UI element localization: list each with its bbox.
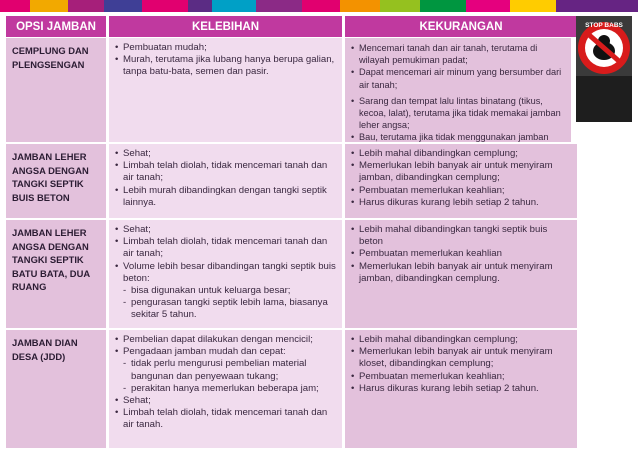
sub-item: - pengurasan tangki septik lebih lama, biasanya sekitar 5 tahun. xyxy=(115,297,336,321)
list-item: • Sehat; xyxy=(115,224,336,236)
advantages-cell xyxy=(109,330,342,448)
badge-text: STOP BABS xyxy=(585,22,623,29)
stripe-segment xyxy=(68,0,104,12)
advantages-cell xyxy=(109,144,342,218)
header-option: OPSI JAMBAN xyxy=(6,16,106,37)
sub-item: - perakitan hanya memerlukan beberapa jam; xyxy=(115,383,336,395)
option-name: JAMBAN LEHER ANGSA DENGAN TANGKI SEPTIK BUIS BETON xyxy=(6,144,106,218)
stripe-segment xyxy=(466,0,510,12)
list-item: • Memerlukan lebih banyak air untuk menyiram jamban, dibandingkan cemplung; xyxy=(351,160,571,184)
option-name: CEMPLUNG DAN PLENGSENGAN xyxy=(6,38,106,142)
bullet-list xyxy=(351,334,571,395)
list-item: • Sarang dan tempat lalu lintas binatang (tikus, kecoa, lalat), terutama jika tidak memakai jamban leher angsa; xyxy=(351,95,565,132)
list-item: • Lebih murah dibandingkan dengan tangki septik lainnya. xyxy=(115,185,336,209)
list-item: • Limbah telah diolah, tidak mencemari tanah dan air tanah; xyxy=(115,236,336,260)
bullet-list xyxy=(115,148,336,209)
stripe-segment xyxy=(30,0,68,12)
stripe-segment xyxy=(212,0,256,12)
advantages-cell xyxy=(109,220,342,328)
disadvantages-cell xyxy=(345,144,577,218)
no-open-defecation-icon xyxy=(576,16,632,122)
advantages-cell xyxy=(109,38,342,142)
option-name: JAMBAN DIAN DESA (JDD) xyxy=(6,330,106,448)
header-disadvantages: KEKURANGAN xyxy=(345,16,577,37)
disadvantages-cell xyxy=(345,38,571,142)
top-color-stripes xyxy=(0,0,638,12)
header-advantages: KELEBIHAN xyxy=(109,16,342,37)
disadvantages-cell xyxy=(345,220,577,328)
list-item: • Memerlukan lebih banyak air untuk menyiram kloset, dibandingkan cemplung; xyxy=(351,346,571,370)
list-item: • Sehat; xyxy=(115,395,336,407)
stop-babs-badge xyxy=(576,16,632,122)
stripe-segment xyxy=(420,0,466,12)
list-item: • Pembuatan mudah; xyxy=(115,42,336,54)
stripe-segment xyxy=(510,0,556,12)
list-item: • Lebih mahal dibandingkan cemplung; xyxy=(351,148,571,160)
bullet-list xyxy=(351,42,565,142)
list-item: • Pembuatan memerlukan keahlian; xyxy=(351,185,571,197)
stripe-segment xyxy=(0,0,30,12)
list-item: • Limbah telah diolah, tidak mencemari tanah dan air tanah. xyxy=(115,407,336,431)
list-item: • Mencemari tanah dan air tanah, terutama di wilayah pemukiman padat; xyxy=(351,42,565,66)
list-item: • Pembelian dapat dilakukan dengan mencicil; xyxy=(115,334,336,346)
list-item: • Pembuatan memerlukan keahlian xyxy=(351,248,571,260)
bullet-list xyxy=(115,224,336,322)
stripe-segment xyxy=(142,0,188,12)
list-item: • Harus dikuras kurang lebih setiap 2 tahun. xyxy=(351,197,571,209)
sub-item: - bisa digunakan untuk keluarga besar; xyxy=(115,285,336,297)
list-item: • Harus dikuras kurang lebih setiap 2 tahun. xyxy=(351,383,571,395)
list-item: • Limbah telah diolah, tidak mencemari tanah dan air tanah; xyxy=(115,160,336,184)
list-item: • Lebih mahal dibandingkan tangki septik buis beton xyxy=(351,224,571,248)
list-item: • Bau, terutama jika tidak menggunakan jamban xyxy=(351,131,565,142)
stripe-segment xyxy=(380,0,420,12)
stripe-segment xyxy=(256,0,302,12)
stripe-segment xyxy=(302,0,340,12)
bullet-list xyxy=(351,224,571,285)
stripe-segment xyxy=(104,0,142,12)
option-name: JAMBAN LEHER ANGSA DENGAN TANGKI SEPTIK BATU BATA, DUA RUANG xyxy=(6,220,106,328)
stripe-segment xyxy=(556,0,638,12)
list-item: • Sehat; xyxy=(115,148,336,160)
list-item: • Pembuatan memerlukan keahlian; xyxy=(351,371,571,383)
stripe-segment xyxy=(340,0,380,12)
list-item: • Memerlukan lebih banyak air untuk menyiram jamban, dibandingkan cemplung. xyxy=(351,261,571,285)
list-item: • Volume lebih besar dibandingan tangki septik buis beton: xyxy=(115,261,336,285)
bullet-list xyxy=(115,42,336,79)
stripe-segment xyxy=(188,0,212,12)
list-item: • Lebih mahal dibandingkan cemplung; xyxy=(351,334,571,346)
bullet-list xyxy=(115,334,336,432)
list-item: • Pengadaan jamban mudah dan cepat: xyxy=(115,346,336,358)
sub-item: - tidak perlu mengurusi pembelian material bangunan dan penyewaan tukang; xyxy=(115,358,336,382)
list-item: • Murah, terutama jika lubang hanya berupa galian, tanpa batu-bata, semen dan pasir. xyxy=(115,54,336,78)
list-item: • Dapat mencemari air minum yang bersumber dari air tanah; xyxy=(351,66,565,90)
bullet-list xyxy=(351,148,571,209)
disadvantages-cell xyxy=(345,330,577,448)
